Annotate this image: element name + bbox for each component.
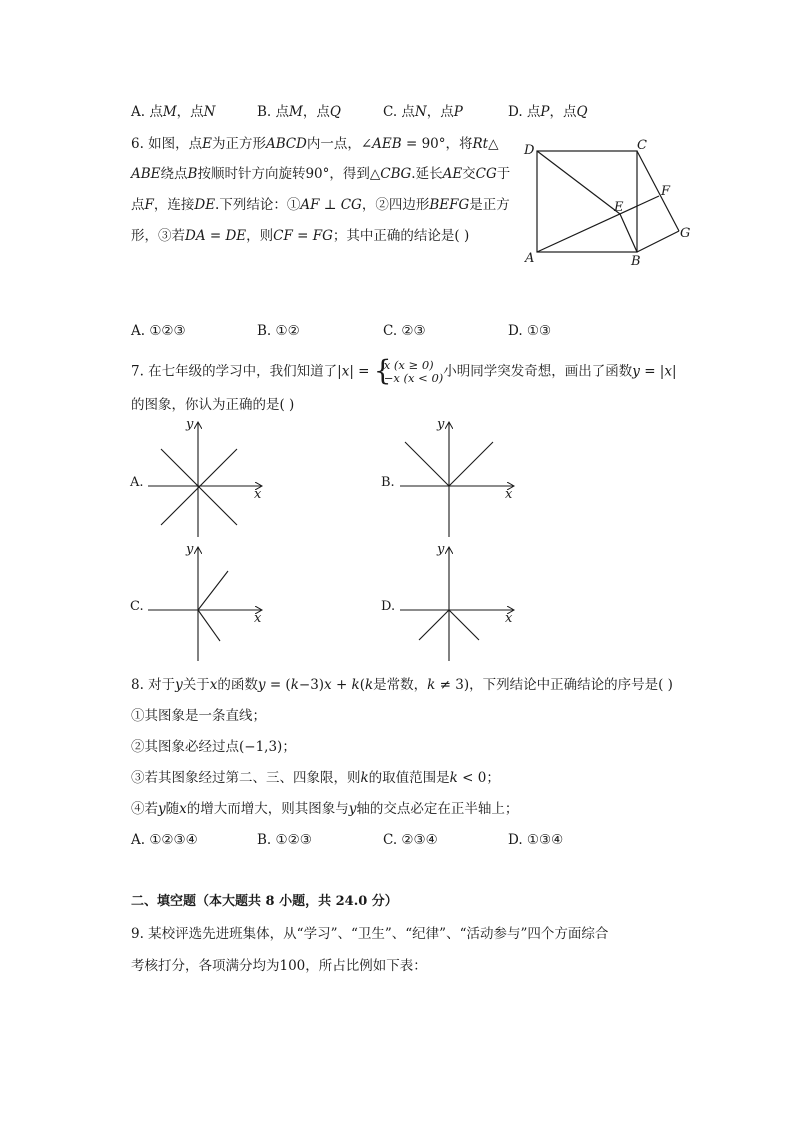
label-f: F xyxy=(661,184,671,199)
section-2-title: 二、填空题（本大题共 8 小题，共 24.0 分） xyxy=(131,894,398,909)
q8-option-d: D. ①③④ xyxy=(508,832,564,848)
q7-prefix: 7. 在七年级的学习中，我们知道了|𝑥| = xyxy=(131,363,374,380)
q6-option-c: C. ②③ xyxy=(383,323,426,339)
q8-item-1: ①其图象是一条直线； xyxy=(131,708,266,724)
segment-bg xyxy=(637,231,679,252)
graph-a-x-label: x xyxy=(254,487,262,502)
label-d: D xyxy=(524,143,535,158)
graph-b-label: B. xyxy=(381,475,395,490)
case-negative: −𝑥 (𝑥 < 0) xyxy=(383,371,444,385)
square-abcd xyxy=(537,151,637,252)
graph-b-x-label: x xyxy=(505,487,513,502)
q8-option-c: C. ②③④ xyxy=(383,832,438,848)
graph-c-x-label: x xyxy=(254,611,262,626)
graph-c-label: C. xyxy=(130,599,144,614)
piecewise-cases: { 𝑥 (𝑥 ≥ 0) −𝑥 (𝑥 < 0) xyxy=(373,354,444,387)
graph-c-y-label: y xyxy=(186,542,194,557)
q6-option-a: A. ①②③ xyxy=(131,323,186,339)
q6-stem-line-3: 点𝐹，连接𝐷𝐸.下列结论：①𝐴𝐹 ⊥ 𝐶𝐺，②四边形𝐵𝐸𝐹𝐺是正方 xyxy=(131,197,510,213)
q9-stem-line-2: 考核打分，各项满分均为100，所占比例如下表： xyxy=(131,958,427,974)
graph-c xyxy=(148,547,262,661)
q6-option-d: D. ①③ xyxy=(508,323,552,339)
label-b: B xyxy=(631,254,641,269)
graph-a-y-label: y xyxy=(186,417,194,432)
q5-option-a: A. 点𝑀，点𝑁 xyxy=(131,104,216,120)
graph-d-x-label: x xyxy=(505,611,513,626)
q8-option-a: A. ①②③④ xyxy=(131,832,198,848)
q8-item-4: ④若𝑦随𝑥的增大而增大，则其图象与𝑦轴的交点必定在正半轴上； xyxy=(131,801,519,817)
graph-d-y-label: y xyxy=(437,542,445,557)
q6-stem-line-1: 6. 如图，点𝐸为正方形𝐴𝐵𝐶𝐷内一点，∠𝐴𝐸𝐵 = 90°，将𝑅𝑡△ xyxy=(131,136,499,152)
q5-option-d: D. 点𝑃，点𝑄 xyxy=(508,104,588,120)
q7-stem-line-1 xyxy=(131,354,677,387)
graph-b xyxy=(400,422,514,537)
label-c: C xyxy=(637,138,647,153)
label-e: E xyxy=(614,200,624,215)
q5-option-b: B. 点𝑀，点𝑄 xyxy=(257,104,341,120)
graph-a xyxy=(148,422,262,537)
q6-stem-line-2: 𝐴𝐵𝐸绕点𝐵按顺时针方向旋转90°，得到△𝐶𝐵𝐺.延长𝐴𝐸交𝐶𝐺于 xyxy=(131,166,511,182)
q8-stem: 8. 对于𝑦关于𝑥的函数𝑦 = (𝑘−3)𝑥 + 𝑘(𝑘是常数，𝑘 ≠ 3)，下列结论中正确结论的序号是( ) xyxy=(131,677,673,693)
graph-a-label: A. xyxy=(130,475,144,490)
q7-suffix: 小明同学突发奇想，画出了函数𝑦 = |𝑥| xyxy=(443,363,677,380)
segment-de xyxy=(537,151,620,214)
q8-item-2: ②其图象必经过点(−1,3)； xyxy=(131,739,296,755)
graph-b-y-label: y xyxy=(437,417,445,432)
case-positive: 𝑥 (𝑥 ≥ 0) xyxy=(383,358,434,372)
graph-d xyxy=(400,547,514,661)
label-a: A xyxy=(525,251,535,266)
segment-cg xyxy=(637,151,679,231)
q6-option-b: B. ①② xyxy=(257,323,300,339)
q8-option-b: B. ①②③ xyxy=(257,832,312,848)
q5-option-c: C. 点𝑁，点𝑃 xyxy=(383,104,463,120)
graph-d-label: D. xyxy=(381,599,396,614)
label-g: G xyxy=(680,226,691,241)
q6-stem-line-4: 形，③若𝐷𝐴 = 𝐷𝐸，则𝐶𝐹 = 𝐹𝐺；其中正确的结论是( ) xyxy=(131,228,470,244)
segment-eb xyxy=(620,214,637,252)
q7-stem-line-2: 的图象，你认为正确的是( ) xyxy=(131,397,295,413)
segment-af xyxy=(537,196,659,252)
q8-item-3: ③若其图象经过第二、三、四象限，则𝑘的取值范围是𝑘 < 0； xyxy=(131,770,500,786)
q9-stem-line-1: 9. 某校评选先进班集体，从“学习”、“卫生”、“纪律”、“活动参与”四个方面综合 xyxy=(131,926,609,942)
